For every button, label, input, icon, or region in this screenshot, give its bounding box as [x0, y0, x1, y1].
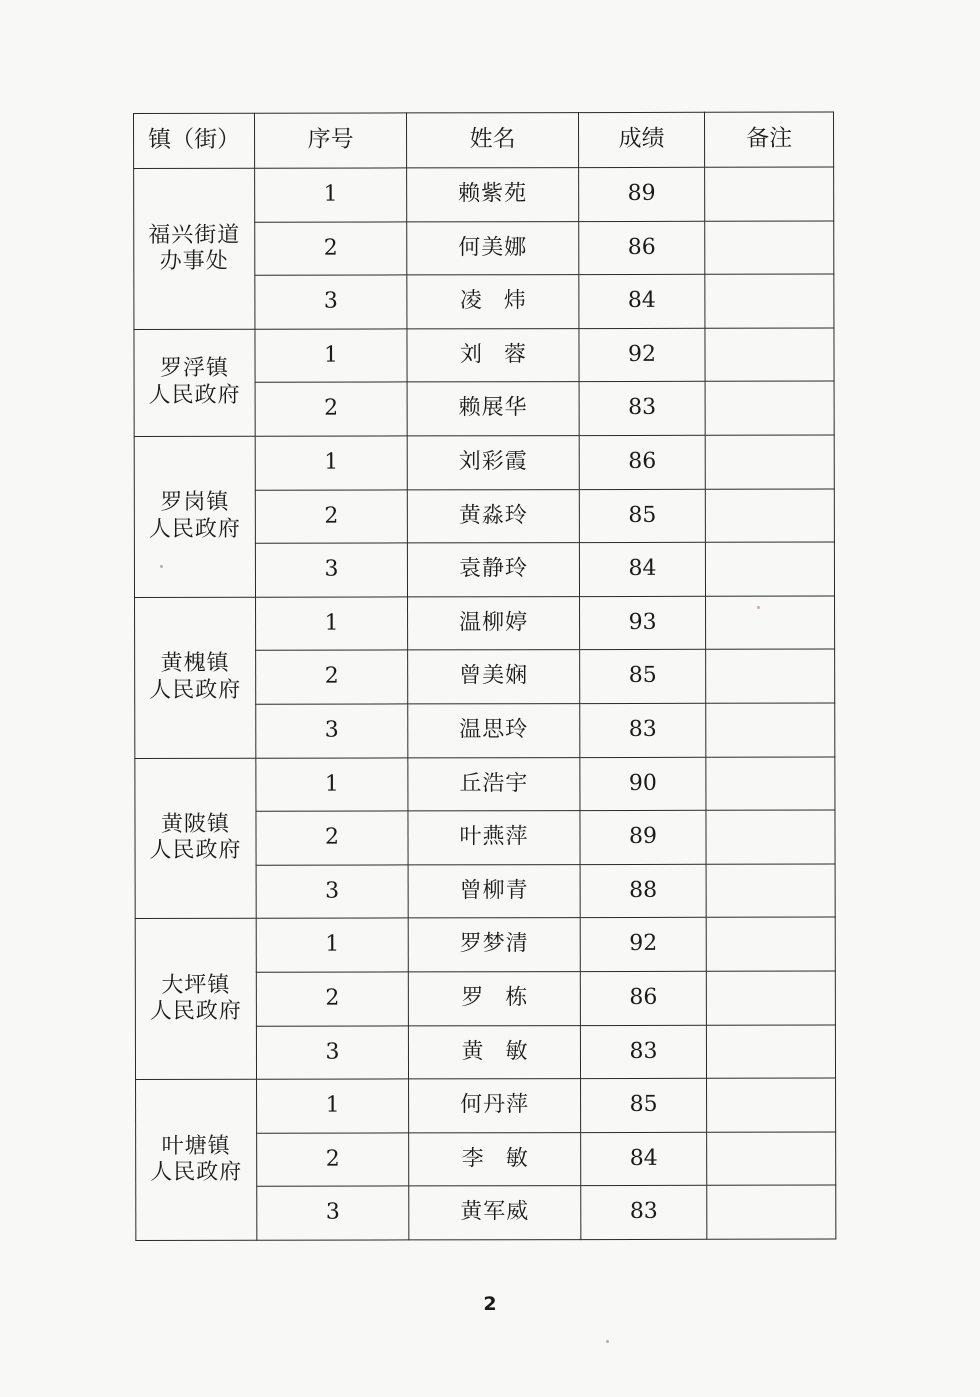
town-name-line1: 黄陂镇 [160, 811, 231, 837]
person-name: 罗栋 [408, 971, 580, 1025]
person-name: 罗梦清 [408, 918, 580, 972]
remark-cell [705, 381, 834, 435]
row-number: 1 [256, 918, 408, 972]
person-name: 温思玲 [408, 704, 580, 758]
score-value: 85 [581, 1078, 707, 1132]
score-value: 83 [580, 703, 706, 757]
town-cell [135, 919, 256, 1080]
header-number: 序号 [255, 113, 407, 168]
remark-cell [706, 1025, 835, 1079]
person-name: 黄军威 [409, 1186, 581, 1240]
remark-cell [705, 435, 834, 489]
row-number: 2 [256, 811, 408, 865]
person-name: 黄淼玲 [407, 489, 579, 543]
town-name-line2: 人民政府 [149, 998, 242, 1025]
scan-speck [606, 1340, 609, 1343]
person-name: 刘蓉 [407, 328, 579, 382]
town-name-line2: 办事处 [159, 248, 229, 274]
person-name: 曾柳青 [408, 864, 580, 918]
score-value: 86 [580, 971, 706, 1025]
person-name: 赖展华 [407, 382, 579, 436]
page-number: 2 [483, 1293, 497, 1315]
score-value: 85 [579, 489, 705, 543]
person-name: 叶燕萍 [408, 811, 580, 865]
row-number: 3 [256, 865, 408, 919]
table-row [134, 435, 834, 490]
town-name-line1: 大坪镇 [161, 972, 231, 998]
person-name: 何美娜 [407, 221, 579, 275]
row-number: 2 [257, 1133, 409, 1187]
row-number: 3 [256, 1025, 408, 1079]
score-value: 86 [579, 435, 705, 489]
remark-cell [706, 810, 835, 864]
remark-cell [707, 1078, 836, 1132]
score-value: 92 [579, 328, 705, 382]
remark-cell [706, 757, 835, 811]
score-value: 89 [580, 810, 706, 864]
header-row [134, 112, 834, 168]
table-row [134, 167, 834, 222]
score-value: 84 [579, 274, 705, 328]
row-number: 1 [255, 329, 407, 383]
row-number: 3 [256, 704, 408, 758]
town-name-line1: 叶塘镇 [161, 1133, 231, 1159]
town-name-line2: 人民政府 [148, 516, 241, 542]
town-cell [136, 1079, 257, 1240]
person-name: 丘浩宇 [408, 757, 580, 811]
person-name: 袁静玲 [407, 543, 579, 597]
header-remark: 备注 [704, 112, 833, 167]
remark-cell [705, 328, 834, 382]
remark-cell [707, 1185, 836, 1239]
row-number: 1 [255, 436, 407, 490]
person-name: 何丹萍 [409, 1079, 581, 1133]
town-name-line2: 人民政府 [148, 382, 241, 408]
person-name: 黄敏 [408, 1025, 580, 1079]
town-cell [134, 329, 255, 436]
remark-cell [706, 596, 835, 650]
remark-cell [706, 649, 835, 703]
remark-cell [706, 917, 835, 971]
town-cell [134, 436, 255, 597]
remark-cell [705, 489, 834, 543]
person-name: 赖紫苑 [407, 168, 579, 222]
remark-cell [706, 703, 835, 757]
town-name-line2: 人民政府 [150, 1159, 243, 1185]
row-number: 3 [255, 543, 407, 597]
remark-cell [705, 167, 834, 221]
town-cell [135, 758, 256, 919]
row-number: 2 [255, 222, 407, 276]
table-row [135, 596, 835, 651]
score-value: 85 [580, 650, 706, 704]
person-name: 温柳婷 [408, 596, 580, 650]
score-value: 83 [579, 382, 705, 436]
table-row [136, 1078, 836, 1133]
row-number: 1 [256, 757, 408, 811]
row-number: 1 [256, 597, 408, 651]
scan-speck [757, 606, 760, 609]
score-value: 84 [581, 1132, 707, 1186]
row-number: 1 [255, 168, 407, 222]
remark-cell [706, 971, 835, 1025]
row-number: 3 [255, 275, 407, 329]
person-name: 凌炜 [407, 275, 579, 329]
town-name-line1: 黄槐镇 [160, 651, 230, 677]
score-table [133, 112, 836, 1241]
row-number: 2 [255, 489, 407, 543]
score-value: 86 [579, 221, 705, 275]
header-name: 姓名 [407, 113, 579, 168]
person-name: 李敏 [409, 1132, 581, 1186]
score-value: 83 [580, 1025, 706, 1079]
town-name-line1: 福兴街道 [148, 222, 241, 248]
score-value: 90 [580, 757, 706, 811]
town-name-line2: 人民政府 [149, 838, 242, 864]
row-number: 1 [257, 1079, 409, 1133]
person-name: 曾美娴 [408, 650, 580, 704]
row-number: 2 [255, 382, 407, 436]
scan-speck [160, 565, 163, 568]
town-cell [135, 597, 256, 758]
town-name-line1: 罗浮镇 [159, 356, 230, 382]
score-value: 88 [580, 864, 706, 918]
person-name: 刘彩霞 [407, 436, 579, 490]
score-value: 84 [579, 542, 705, 596]
row-number: 2 [256, 972, 408, 1026]
town-name-line2: 人民政府 [149, 677, 242, 703]
row-number: 3 [257, 1186, 409, 1240]
score-value: 83 [581, 1186, 707, 1240]
remark-cell [707, 1132, 836, 1186]
header-town: 镇（街） [134, 113, 255, 168]
town-cell [134, 168, 255, 329]
remark-cell [706, 864, 835, 918]
table-row [135, 917, 835, 972]
score-value: 89 [579, 167, 705, 221]
table-row [134, 328, 834, 383]
remark-cell [705, 221, 834, 275]
town-name-line1: 罗岗镇 [160, 490, 230, 516]
remark-cell [705, 274, 834, 328]
score-value: 93 [580, 596, 706, 650]
score-value: 92 [580, 918, 706, 972]
remark-cell [705, 542, 834, 596]
table-row [135, 757, 835, 812]
row-number: 2 [256, 650, 408, 704]
header-score: 成绩 [579, 112, 705, 167]
